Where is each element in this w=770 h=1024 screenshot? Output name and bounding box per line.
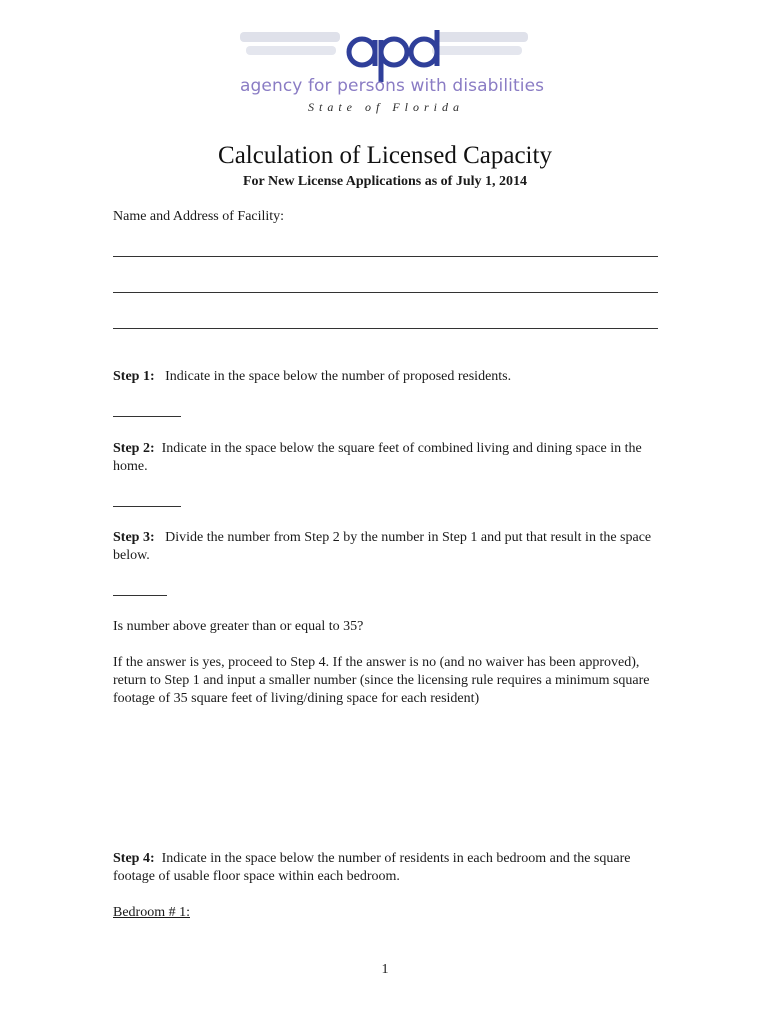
question-text: Is number above greater than or equal to 35? bbox=[113, 619, 364, 634]
page-title: Calculation of Licensed Capacity bbox=[218, 142, 552, 169]
facility-label: Name and Address of Facility: bbox=[113, 209, 285, 224]
step-2 bbox=[113, 440, 663, 476]
facility-line-2[interactable] bbox=[113, 292, 658, 293]
facility-line-3[interactable] bbox=[113, 328, 658, 329]
page-number: 1 bbox=[381, 962, 389, 977]
step-2-answer-blank[interactable] bbox=[113, 506, 181, 507]
step-2-text: Indicate in the space below the square feet of combined living and dining space in the home. bbox=[113, 441, 642, 474]
state-line: State of Florida bbox=[308, 100, 464, 114]
step-4-label: Step 4: bbox=[113, 851, 155, 866]
facility-line-1[interactable] bbox=[113, 256, 658, 257]
step-4-text: Indicate in the space below the number of residents in each bedroom and the square footage of usable floor space within each bedroom. bbox=[113, 851, 631, 884]
step-3-label: Step 3: bbox=[113, 530, 155, 545]
step-3-answer-blank[interactable] bbox=[113, 595, 167, 596]
step-1-text: Indicate in the space below the number of proposed residents. bbox=[165, 369, 512, 384]
agency-name: agency for persons with disabilities bbox=[240, 76, 545, 96]
page-subtitle: For New License Applications as of July 1, 2014 bbox=[242, 174, 528, 189]
bedroom-1-label: Bedroom # 1: bbox=[113, 905, 190, 920]
instruction-text: If the answer is yes, proceed to Step 4. If the answer is no (and no waiver has been approved), return to Step 1 and input a smaller number (since the licensing rule requires a minimum square footage of 35 square feet of living/dining space for each resident) bbox=[113, 655, 650, 706]
step-3-text: Divide the number from Step 2 by the number in Step 1 and put that result in the space below. bbox=[113, 530, 652, 563]
step-1 bbox=[113, 368, 663, 386]
apd-logo-mark bbox=[236, 24, 536, 84]
step-4 bbox=[113, 850, 653, 886]
step-1-answer-blank[interactable] bbox=[113, 416, 181, 417]
step-1-label: Step 1: bbox=[113, 369, 155, 384]
step-3 bbox=[113, 529, 663, 565]
step-2-label: Step 2: bbox=[113, 441, 155, 456]
